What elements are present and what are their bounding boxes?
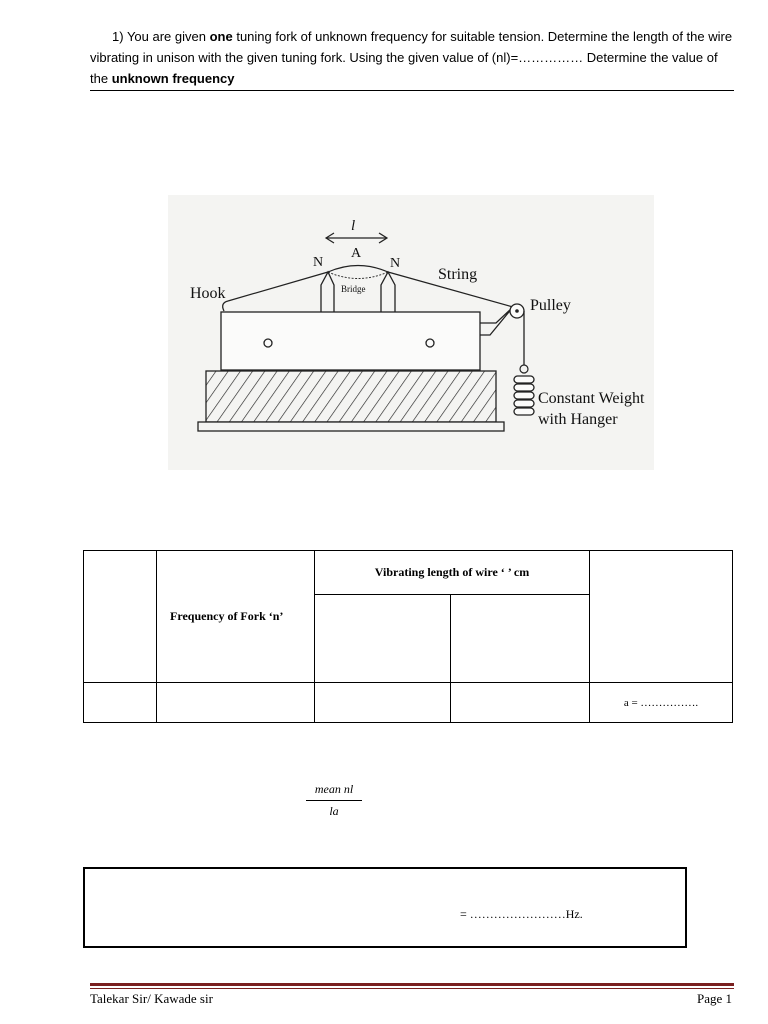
string-label: String bbox=[438, 266, 478, 283]
table-cell bbox=[315, 595, 451, 683]
question-part-1: You are given bbox=[126, 29, 210, 44]
bridge-label: Bridge bbox=[341, 284, 366, 294]
footer-rule-thick bbox=[90, 983, 734, 986]
weight-label-line1: Constant Weight bbox=[538, 390, 645, 407]
pulley-label: Pulley bbox=[530, 297, 571, 314]
footer-rule-thin bbox=[90, 988, 734, 989]
sonometer-diagram bbox=[168, 195, 654, 470]
hook-label: Hook bbox=[190, 285, 226, 302]
table-row bbox=[84, 551, 733, 595]
sonometer-figure bbox=[168, 195, 654, 470]
table-cell bbox=[451, 595, 590, 683]
table-cell bbox=[451, 683, 590, 723]
question-bold-unknown-frequency: unknown frequency bbox=[111, 71, 235, 86]
a-value-cell: a = ……………. bbox=[590, 683, 733, 723]
base-plate bbox=[198, 422, 504, 431]
question-underline bbox=[90, 90, 734, 91]
result-line: = ……………………Hz. bbox=[460, 907, 583, 921]
formula-numerator: mean nl bbox=[306, 782, 362, 801]
sound-box bbox=[221, 312, 480, 370]
observation-table bbox=[83, 550, 733, 723]
question-text bbox=[90, 26, 736, 89]
vibrating-length-header: Vibrating length of wire ‘ ’ cm bbox=[315, 551, 590, 595]
node-right-label: N bbox=[390, 256, 401, 271]
frequency-header: Frequency of Fork ‘n’ bbox=[157, 551, 315, 683]
question-part-2: tuning fork of unknown frequency for suitable tension. Determine the length of the wire vibrating in unison with the given tuning fork. Using the given value of (nl)=…………… Determine the value of the bbox=[90, 29, 733, 86]
table-cell bbox=[590, 551, 733, 683]
weight-stack bbox=[514, 376, 534, 415]
length-symbol-label: l bbox=[351, 218, 356, 234]
weight-label-line2: with Hanger bbox=[538, 411, 618, 428]
table-cell bbox=[315, 683, 451, 723]
frequency-formula bbox=[306, 782, 362, 819]
node-left-label: N bbox=[313, 255, 324, 270]
formula-denominator: la bbox=[329, 804, 339, 818]
antinode-label: A bbox=[351, 246, 362, 261]
table-cell bbox=[84, 551, 157, 683]
question-bold-one: one bbox=[209, 29, 233, 44]
table-cell bbox=[84, 683, 157, 723]
table-cell bbox=[157, 683, 315, 723]
base-hatched-block bbox=[206, 371, 496, 422]
result-box bbox=[83, 867, 687, 948]
question-number: 1) bbox=[112, 29, 124, 44]
footer-page-number: Page 1 bbox=[696, 991, 732, 1006]
pulley-axle bbox=[515, 309, 519, 313]
footer-author: Talekar Sir/ Kawade sir bbox=[90, 991, 213, 1006]
table-row bbox=[84, 683, 733, 723]
